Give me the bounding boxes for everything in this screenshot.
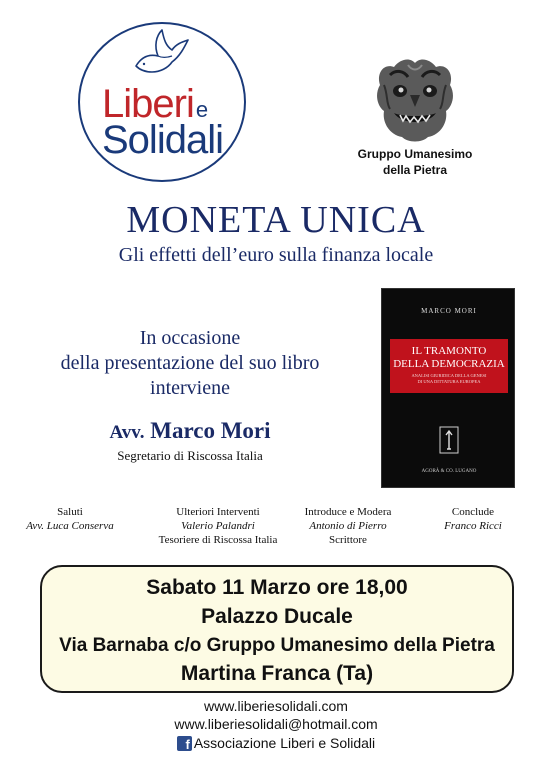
book-cover	[381, 288, 515, 488]
book-title-band	[390, 339, 508, 393]
book-subtitle: ANALISI GIURIDICA DELLA GENESI DI UNA DITTATURA EUROPEA	[411, 373, 487, 384]
gargoyle-icon	[370, 55, 460, 145]
participant-interventi: Ulteriori Interventi Valerio Palandri Tesoriere di Riscossa Italia	[158, 506, 278, 546]
logo-text-liberi: Liberie	[102, 82, 208, 126]
page-subtitle: Gli effetti dell’euro sulla finanza locale	[118, 244, 434, 266]
page-title: MONETA UNICA	[126, 199, 426, 241]
book-title: IL TRAMONTO DELLA DEMOCRAZIA	[393, 345, 505, 370]
book-figure-icon	[437, 425, 461, 455]
event-details-box	[40, 565, 514, 693]
speaker-name: Avv. Marco Mori	[109, 418, 271, 443]
facebook-icon: f	[177, 736, 192, 751]
facebook-link[interactable]: f Associazione Liberi e Solidali	[0, 734, 552, 752]
dove-icon	[128, 26, 192, 90]
participant-moderatore: Introduce e Modera Antonio di Pierro Scrittore	[304, 506, 392, 546]
email-link[interactable]: www.liberiesolidali@hotmail.com	[174, 716, 378, 732]
participant-conclude: Conclude Franco Ricci	[444, 506, 502, 532]
event-city: Martina Franca (Ta)	[180, 662, 374, 685]
event-venue: Palazzo Ducale	[201, 605, 353, 628]
event-address: Via Barnaba c/o Gruppo Umanesimo della Pietra	[59, 635, 495, 656]
participant-saluti: Saluti Avv. Luca Conserva	[26, 506, 114, 532]
logo-text-solidali: Solidali	[102, 118, 223, 162]
website-link[interactable]: www.liberiesolidali.com	[204, 698, 348, 714]
liberi-solidali-logo	[78, 22, 246, 182]
group-name: Gruppo Umanesimo della Pietra	[357, 147, 473, 177]
event-date: Sabato 11 Marzo ore 18,00	[146, 576, 408, 599]
book-publisher: AGORÀ & CO. LUGANO	[421, 469, 477, 474]
book-author: MARCO MORI	[421, 307, 477, 315]
intro-text: In occasione della presentazione del suo libro interviene	[60, 327, 320, 399]
speaker-role: Segretario di Riscossa Italia	[117, 448, 263, 463]
